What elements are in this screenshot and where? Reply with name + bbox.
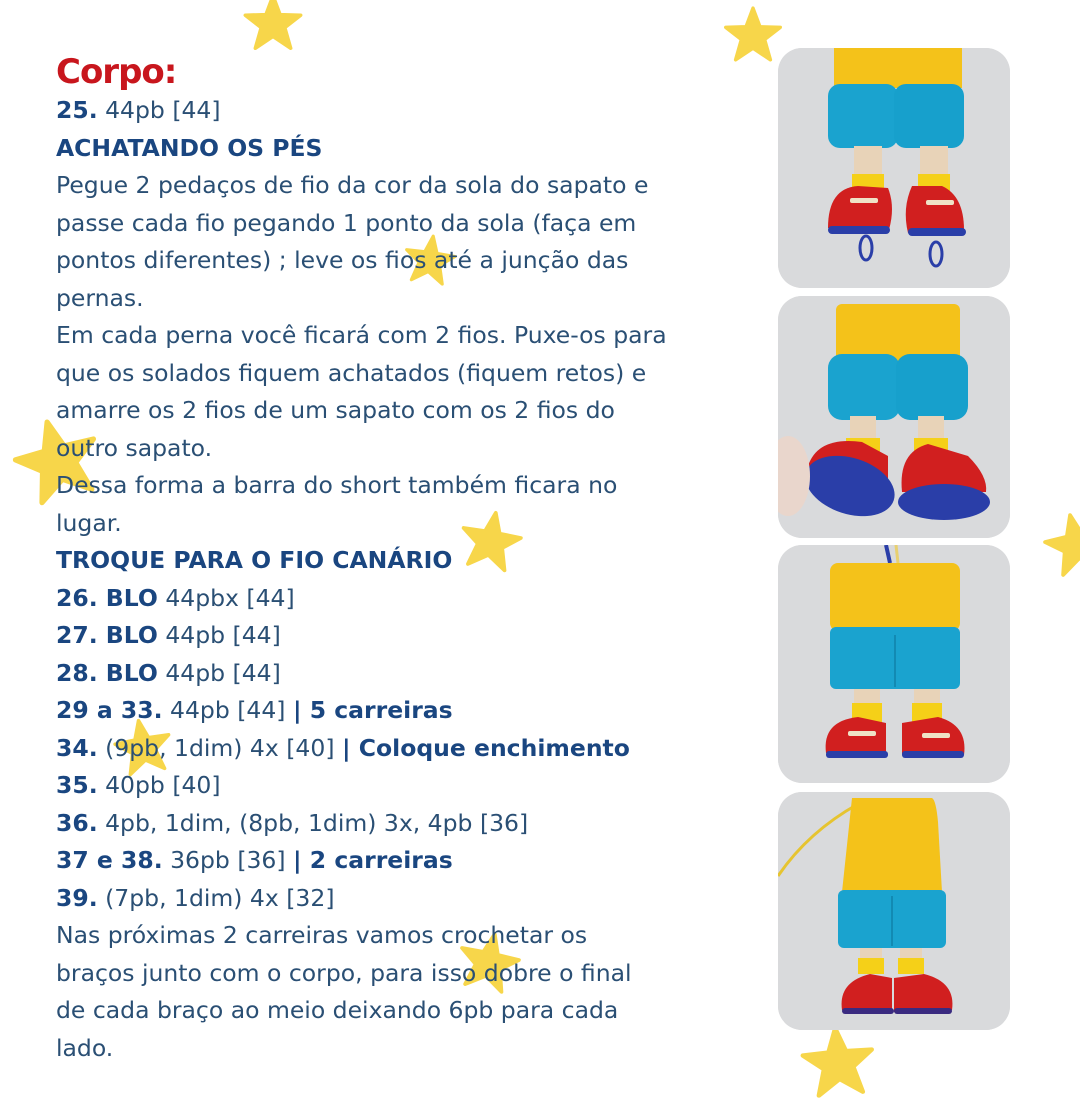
round-stitches: 44pb [44] [97, 96, 221, 124]
round-note: | 2 carreiras [293, 846, 453, 874]
round-number: 28. BLO [56, 658, 158, 687]
round-number: 35. [56, 771, 98, 799]
instruction-text [56, 1030, 756, 1068]
instruction-text [56, 955, 756, 993]
round-stitches: 36pb [36] [162, 846, 294, 874]
section-title: Corpo: [56, 52, 177, 92]
heading-text: TROQUE PARA O FIO CANÁRIO [56, 546, 453, 574]
round-row [56, 730, 756, 768]
round-stitches: (7pb, 1dim) 4x [32] [97, 883, 335, 912]
round-row [56, 767, 756, 805]
round-note: | Coloque enchimento [341, 733, 630, 762]
instruction-heading [56, 130, 756, 168]
round-number: 25. [56, 96, 98, 124]
body-text: que os solados fiquem achatados (fiquem retos) e [56, 358, 647, 387]
round-stitches: 4pb, 1dim, (8pb, 1dim) 3x, 4pb [36] [97, 808, 529, 837]
round-row [56, 805, 756, 843]
instruction-text [56, 992, 756, 1030]
photo-legs-flat-soles [778, 296, 1010, 538]
round-stitches: 44pb [44] [162, 696, 293, 724]
body-text: Dessa forma a barra do short também ficara no [56, 471, 618, 499]
instruction-text [56, 392, 756, 430]
round-number: 26. BLO [56, 583, 158, 612]
body-text: braços junto com o corpo, para isso dobre o final [56, 958, 632, 987]
round-stitches: 44pbx [44] [157, 583, 295, 612]
round-row [56, 580, 756, 618]
round-number: 36. [56, 808, 98, 837]
body-text: Pegue 2 pedaços de fio da cor da sola do sapato e [56, 171, 649, 199]
round-number: 27. BLO [56, 621, 158, 649]
body-text: pontos diferentes) ; leve os fios até a junção das [56, 246, 629, 274]
photo-body-yellow-start [778, 545, 1010, 783]
round-stitches: 44pb [44] [157, 658, 281, 687]
instruction-text [56, 430, 756, 468]
body-text: Em cada perna você ficará com 2 fios. Puxe-os para [56, 321, 667, 349]
instruction-text [56, 205, 756, 243]
heading-text: ACHATANDO OS PÉS [56, 133, 323, 162]
instruction-text [56, 917, 756, 955]
body-text: outro sapato. [56, 433, 213, 462]
round-note: | 5 carreiras [292, 696, 453, 724]
instruction-heading [56, 542, 756, 580]
pattern-instructions [56, 52, 756, 1067]
instruction-lines [56, 92, 756, 1067]
photo-body-yellow-complete [778, 792, 1010, 1030]
body-text: lugar. [56, 508, 122, 537]
body-text: Nas próximas 2 carreiras vamos crochetar os [56, 921, 588, 949]
round-row [56, 692, 756, 730]
instruction-text [56, 280, 756, 318]
instruction-text [56, 467, 756, 505]
photo-legs-with-sole-loops [778, 48, 1010, 288]
round-number: 34. [56, 733, 98, 762]
round-row [56, 617, 756, 655]
instruction-text [56, 167, 756, 205]
body-text: passe cada fio pegando 1 ponto da sola (faça em [56, 208, 637, 237]
round-number: 37 e 38. [56, 846, 163, 874]
body-text: pernas. [56, 283, 144, 312]
round-stitches: 44pb [44] [157, 621, 281, 649]
body-text: amarre os 2 fios de um sapato com os 2 fios do [56, 396, 615, 424]
body-text: de cada braço ao meio deixando 6pb para cada [56, 996, 619, 1024]
star-decoration-icon [797, 1023, 879, 1099]
round-number: 29 a 33. [56, 696, 163, 724]
star-decoration-icon [1038, 506, 1080, 580]
instruction-text [56, 505, 756, 543]
body-text: lado. [56, 1033, 114, 1062]
round-stitches: 40pb [40] [97, 771, 221, 799]
round-row [56, 842, 756, 880]
round-stitches: (9pb, 1dim) 4x [40] [97, 733, 342, 762]
instruction-text [56, 242, 756, 280]
star-decoration-icon [243, 0, 303, 50]
round-row [56, 655, 756, 693]
instruction-text [56, 355, 756, 393]
round-row [56, 880, 756, 918]
round-row [56, 92, 756, 130]
instruction-text [56, 317, 756, 355]
round-number: 39. [56, 883, 98, 912]
